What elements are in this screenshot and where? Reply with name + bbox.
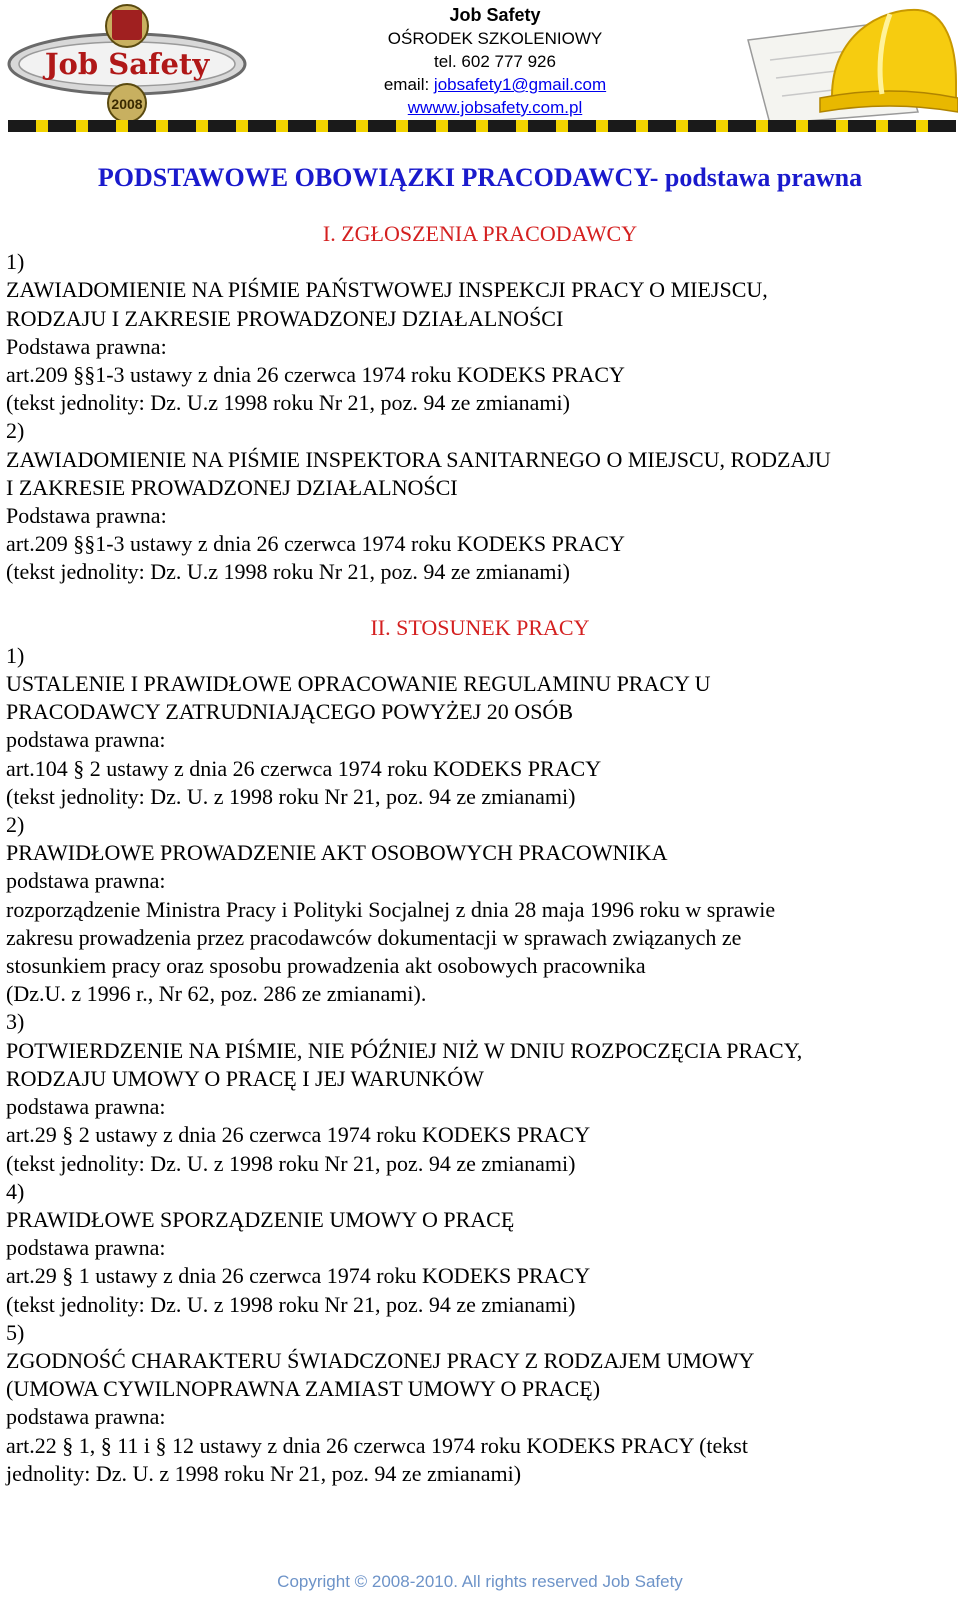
legal-basis-text: art.104 § 2 ustawy z dnia 26 czerwca 1974 roku KODEKS PRACY — [6, 755, 602, 781]
website-link[interactable]: wwww.jobsafety.com.pl — [407, 98, 583, 117]
copyright-footer: Copyright © 2008-2010. All rights reserved Job Safety — [277, 1572, 683, 1591]
legal-basis-text: art.29 § 1 ustawy z dnia 26 czerwca 1974 roku KODEKS PRACY — [6, 1263, 591, 1289]
obligation-text: ZGODNOŚĆ CHARAKTERU ŚWIADCZONEJ PRACY Z RODZAJEM UMOWY — [6, 1347, 755, 1373]
obligation-text: RODZAJU UMOWY O PRACĘ I JEJ WARUNKÓW — [6, 1065, 484, 1091]
legal-basis-label: Podstawa prawna: — [6, 333, 167, 359]
obligation-text: ZAWIADOMIENIE NA PIŚMIE INSPEKTORA SANITARNEGO O MIEJSCU, RODZAJU — [6, 446, 831, 472]
legal-basis-label: podstawa prawna: — [6, 727, 166, 753]
page-header — [0, 0, 960, 140]
legal-basis-text: zakresu prowadzenia przez pracodawców dokumentacji w sprawach związanych ze — [6, 924, 742, 950]
item-number: 2) — [6, 812, 25, 838]
phone-number: tel. 602 777 926 — [434, 52, 556, 71]
website-line — [330, 96, 660, 119]
logo-year: 2008 — [111, 96, 143, 112]
legal-basis-text: rozporządzenie Ministra Pracy i Polityki Socjalnej z dnia 28 maja 1996 roku w sprawie — [6, 896, 776, 922]
legal-basis-text: art.209 §§1-3 ustawy z dnia 26 czerwca 1974 roku KODEKS PRACY — [6, 531, 625, 557]
brand-name: Job Safety — [449, 5, 541, 25]
document-title: PODSTAWOWE OBOWIĄZKI PRACODAWCY- podstawa prawna — [97, 163, 863, 192]
legal-basis-text: (tekst jednolity: Dz. U. z 1998 roku Nr 21, poz. 94 ze zmianami) — [6, 783, 576, 809]
section-spacer — [6, 587, 954, 614]
email-link[interactable]: jobsafety1@gmail.com — [433, 75, 607, 94]
obligation-text: USTALENIE I PRAWIDŁOWE OPRACOWANIE REGULAMINU PRACY U — [6, 671, 711, 697]
legal-basis-text: (Dz.U. z 1996 r., Nr 62, poz. 286 ze zmianami). — [6, 981, 427, 1007]
section-heading-stosunek-pracy: II. STOSUNEK PRACY — [370, 614, 590, 640]
hazard-stripe — [8, 120, 956, 132]
obligation-text: ZAWIADOMIENIE NA PIŚMIE PAŃSTWOWEJ INSPEKCJI PRACY O MIEJSCU, — [6, 277, 768, 303]
job-safety-logo — [2, 2, 252, 124]
item-number: 5) — [6, 1319, 25, 1345]
section-heading-zgloszenia: I. ZGŁOSZENIA PRACODAWCY — [322, 221, 638, 246]
obligation-text: I ZAKRESIE PROWADZONEJ DZIAŁALNOŚCI — [6, 474, 458, 500]
email-label: email: — [383, 75, 434, 94]
legal-basis-label: podstawa prawna: — [6, 868, 166, 894]
legal-basis-text: art.29 § 2 ustawy z dnia 26 czerwca 1974 roku KODEKS PRACY — [6, 1122, 591, 1148]
item-number: 1) — [6, 642, 25, 668]
item-number: 3) — [6, 1009, 25, 1035]
legal-basis-text: (tekst jednolity: Dz. U. z 1998 roku Nr 21, poz. 94 ze zmianami) — [6, 1291, 576, 1317]
obligation-text: (UMOWA CYWILNOPRAWNA ZAMIAST UMOWY O PRACĘ) — [6, 1376, 601, 1402]
obligation-text: RODZAJU I ZAKRESIE PROWADZONEJ DZIAŁALNOŚCI — [6, 305, 564, 331]
obligation-text: PRAWIDŁOWE PROWADZENIE AKT OSOBOWYCH PRACOWNIKA — [6, 840, 668, 866]
brand-subtitle: OŚRODEK SZKOLENIOWY — [387, 29, 603, 48]
legal-basis-label: podstawa prawna: — [6, 1235, 166, 1261]
helmet-illustration — [740, 0, 958, 128]
obligation-text: POTWIERDZENIE NA PIŚMIE, NIE PÓŹNIEJ NIŻ W DNIU ROZPOCZĘCIA PRACY, — [6, 1037, 803, 1063]
document-body — [6, 220, 954, 1488]
logo-text: Job Safety — [44, 47, 210, 81]
legal-basis-text: art.22 § 1, § 11 i § 12 ustawy z dnia 26 czerwca 1974 roku KODEKS PRACY (tekst — [6, 1432, 748, 1458]
obligation-text: PRAWIDŁOWE SPORZĄDZENIE UMOWY O PRACĘ — [6, 1206, 515, 1232]
legal-basis-label: podstawa prawna: — [6, 1404, 166, 1430]
contact-block — [330, 4, 660, 119]
legal-basis-label: Podstawa prawna: — [6, 503, 167, 529]
legal-basis-text: (tekst jednolity: Dz. U.z 1998 roku Nr 21, poz. 94 ze zmianami) — [6, 390, 570, 416]
legal-basis-text: (tekst jednolity: Dz. U. z 1998 roku Nr 21, poz. 94 ze zmianami) — [6, 1150, 576, 1176]
legal-basis-text: jednolity: Dz. U. z 1998 roku Nr 21, poz. 94 ze zmianami) — [6, 1460, 522, 1486]
legal-basis-text: stosunkiem pracy oraz sposobu prowadzenia akt osobowych pracownika — [6, 953, 646, 979]
item-number: 2) — [6, 418, 25, 444]
item-number: 4) — [6, 1178, 25, 1204]
legal-basis-text: (tekst jednolity: Dz. U.z 1998 roku Nr 21, poz. 94 ze zmianami) — [6, 559, 570, 585]
obligation-text: PRACODAWCY ZATRUDNIAJĄCEGO POWYŻEJ 20 OSÓB — [6, 699, 573, 725]
legal-basis-label: podstawa prawna: — [6, 1094, 166, 1120]
item-number: 1) — [6, 249, 25, 275]
legal-basis-text: art.209 §§1-3 ustawy z dnia 26 czerwca 1974 roku KODEKS PRACY — [6, 362, 625, 388]
email-line — [330, 73, 660, 96]
